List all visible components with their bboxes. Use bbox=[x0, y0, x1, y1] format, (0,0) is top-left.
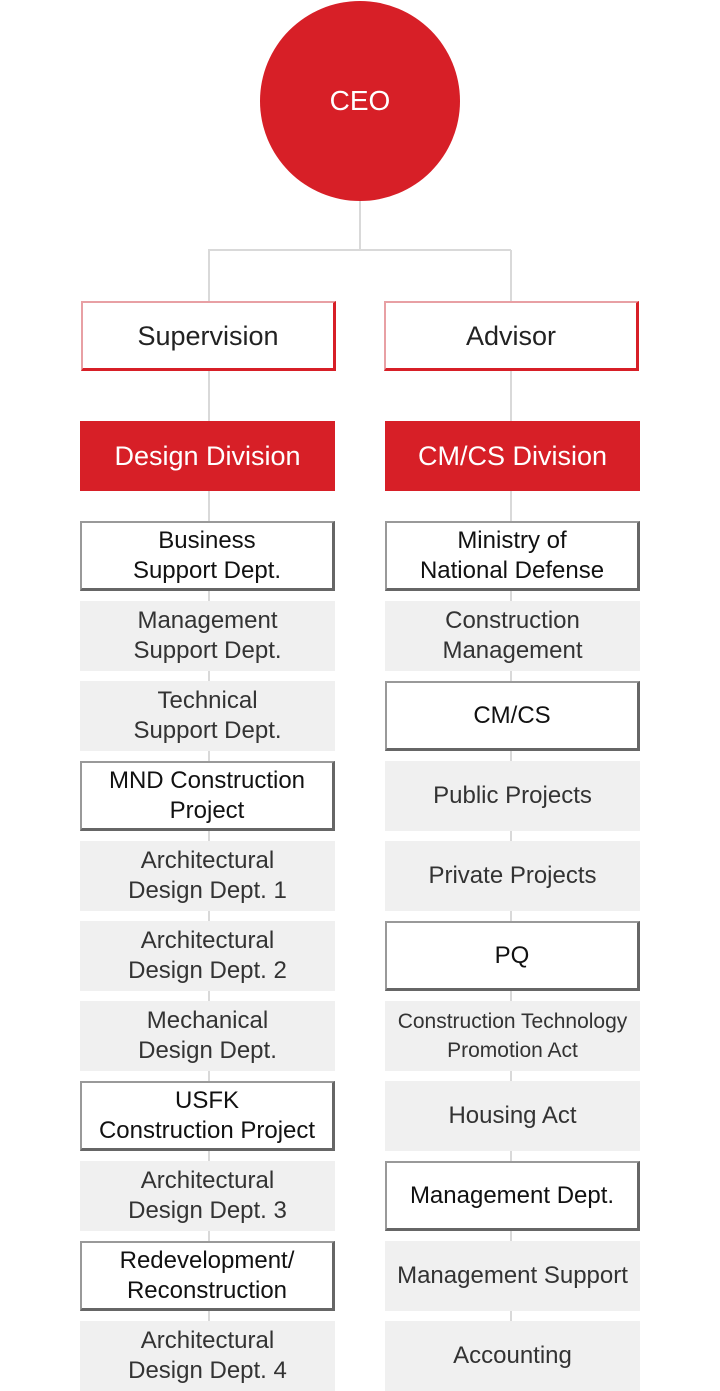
org-unit-label: Management Support bbox=[397, 1262, 628, 1289]
org-unit-left-0 bbox=[80, 521, 335, 591]
org-unit-label: Accounting bbox=[453, 1342, 572, 1369]
org-unit-label: Architectural Design Dept. 3 bbox=[128, 1167, 287, 1224]
supervision-label: Supervision bbox=[137, 320, 279, 351]
org-unit-left-3 bbox=[80, 761, 335, 831]
supervision-box bbox=[81, 301, 336, 371]
org-unit-right-2 bbox=[385, 681, 640, 751]
org-unit-label: CM/CS bbox=[473, 701, 551, 729]
design-division-box bbox=[80, 421, 335, 491]
org-unit-left-7 bbox=[80, 1081, 335, 1151]
org-unit-right-0 bbox=[385, 521, 640, 591]
org-unit-left-5 bbox=[80, 921, 335, 991]
org-unit-left-9 bbox=[80, 1241, 335, 1311]
org-unit-right-6 bbox=[385, 1001, 640, 1071]
org-unit-label: Private Projects bbox=[428, 862, 597, 889]
org-unit-label: Business Support Dept. bbox=[132, 526, 282, 584]
org-unit-right-1 bbox=[385, 601, 640, 671]
org-unit-label: Redevelopment/ Reconstruction bbox=[119, 1246, 295, 1304]
org-unit-right-5 bbox=[385, 921, 640, 991]
org-unit-label: Architectural Design Dept. 1 bbox=[128, 847, 287, 904]
org-unit-left-4 bbox=[80, 841, 335, 911]
org-unit-label: USFK Construction Project bbox=[98, 1086, 316, 1144]
advisor-label: Advisor bbox=[465, 320, 557, 351]
org-unit-left-1 bbox=[80, 601, 335, 671]
org-unit-left-10 bbox=[80, 1321, 335, 1391]
org-unit-left-6 bbox=[80, 1001, 335, 1071]
org-unit-label: Construction Technology Promotion Act bbox=[397, 1010, 628, 1062]
org-unit-left-2 bbox=[80, 681, 335, 751]
org-unit-label: Mechanical Design Dept. bbox=[138, 1007, 277, 1064]
org-unit-label: Housing Act bbox=[448, 1102, 577, 1129]
org-unit-label: Architectural Design Dept. 4 bbox=[128, 1327, 287, 1384]
org-unit-left-8 bbox=[80, 1161, 335, 1231]
design-division-label: Design Division bbox=[114, 441, 301, 471]
org-unit-label: PQ bbox=[494, 941, 530, 969]
org-unit-label: Ministry of National Defense bbox=[419, 526, 605, 584]
org-unit-label: Architectural Design Dept. 2 bbox=[128, 927, 287, 984]
org-unit-right-9 bbox=[385, 1241, 640, 1311]
ceo-connector bbox=[359, 200, 361, 250]
org-unit-label: Management Support Dept. bbox=[133, 607, 282, 664]
cmcs-division-label: CM/CS Division bbox=[417, 441, 608, 471]
org-unit-label: Technical Support Dept. bbox=[133, 687, 282, 744]
branch-connector bbox=[208, 249, 511, 251]
ceo-node bbox=[260, 1, 460, 201]
ceo-label: CEO bbox=[329, 85, 391, 116]
org-unit-label: Management Dept. bbox=[409, 1181, 615, 1209]
org-unit-right-4 bbox=[385, 841, 640, 911]
org-unit-right-10 bbox=[385, 1321, 640, 1391]
org-unit-right-8 bbox=[385, 1161, 640, 1231]
org-unit-label: MND Construction Project bbox=[108, 766, 306, 824]
org-unit-label: Construction Management bbox=[442, 607, 583, 664]
advisor-box bbox=[384, 301, 639, 371]
org-unit-label: Public Projects bbox=[433, 782, 592, 809]
org-unit-right-7 bbox=[385, 1081, 640, 1151]
org-unit-right-3 bbox=[385, 761, 640, 831]
cmcs-division-box bbox=[385, 421, 640, 491]
